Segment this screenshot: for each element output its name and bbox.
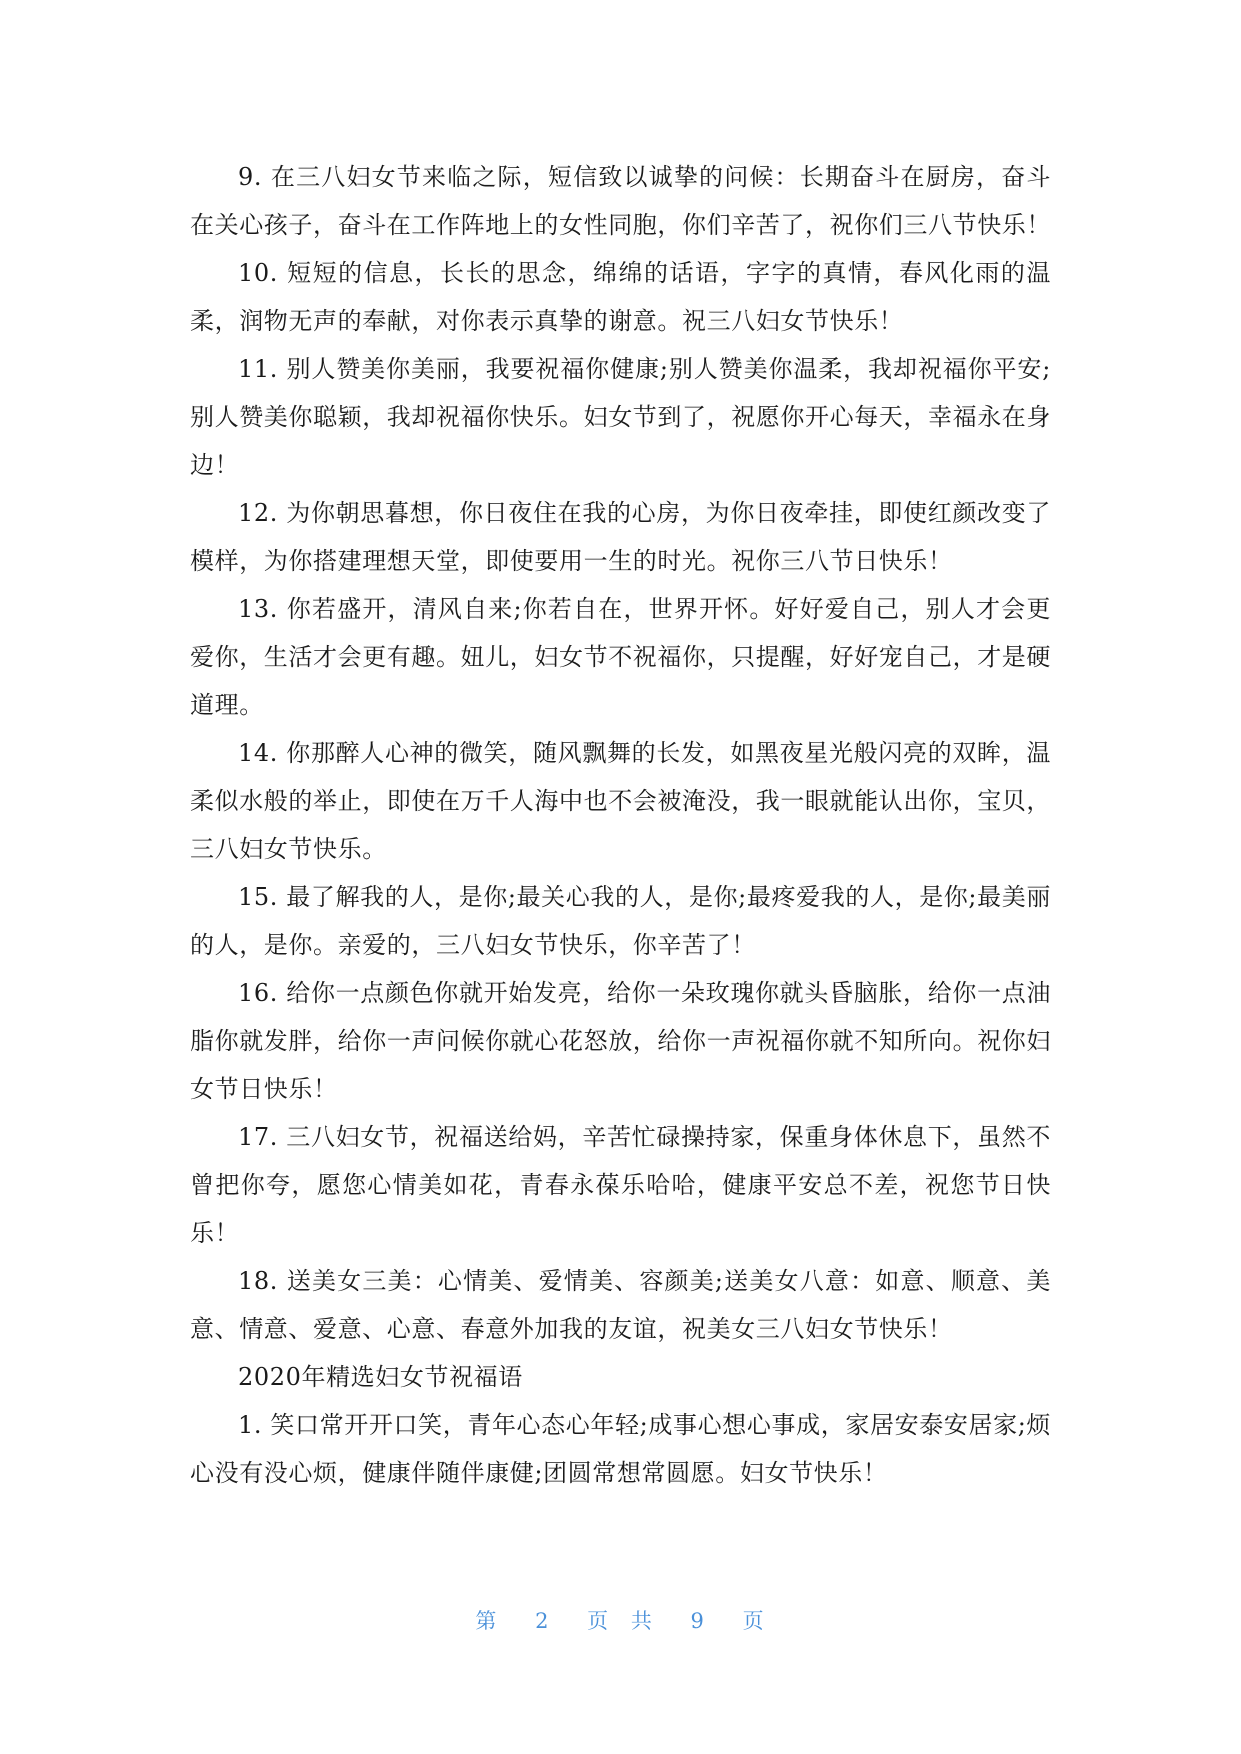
- paragraph-14: 14. 你那醉人心神的微笑，随风飘舞的长发，如黑夜星光般闪亮的双眸，温柔似水般的举止，即使在万千人海中也不会被淹没，我一眼就能认出你，宝贝，三八妇女节快乐。: [190, 739, 1051, 863]
- section-heading: 2020年精选妇女节祝福语: [238, 1363, 523, 1391]
- paragraph-17: 17. 三八妇女节，祝福送给妈，辛苦忙碌操持家，保重身体休息下，虽然不曾把你夸，愿您心情美如花，青春永葆乐哈哈，健康平安总不差，祝您节日快乐！: [190, 1123, 1051, 1247]
- footer-prefix: 第: [475, 1609, 499, 1633]
- paragraph-18: 18. 送美女三美：心情美、爱情美、容颜美;送美女八意：如意、顺意、美意、情意、爱意、心意、春意外加我的友谊，祝美女三八妇女节快乐！: [190, 1267, 1051, 1343]
- document-body: [190, 153, 1051, 1497]
- paragraph-15: 15. 最了解我的人，是你;最关心我的人，是你;最疼爱我的人，是你;最美丽的人，是你。亲爱的，三八妇女节快乐，你辛苦了！: [190, 883, 1051, 959]
- footer-middle: 页 共: [587, 1609, 654, 1633]
- page-number-footer: [0, 1605, 1241, 1635]
- footer-suffix: 页: [742, 1609, 766, 1633]
- paragraph-12: 12. 为你朝思暮想，你日夜住在我的心房，为你日夜牵挂，即使红颜改变了模样，为你搭建理想天堂，即使要用一生的时光。祝你三八节日快乐！: [190, 499, 1051, 575]
- total-page-count: 9: [690, 1609, 706, 1633]
- current-page-number: 2: [535, 1609, 551, 1633]
- paragraph-16: 16. 给你一点颜色你就开始发亮，给你一朵玫瑰你就头昏脑胀，给你一点油脂你就发胖，给你一声问候你就心花怒放，给你一声祝福你就不知所向。祝你妇女节日快乐！: [190, 979, 1051, 1103]
- paragraph-11: 11. 别人赞美你美丽，我要祝福你健康;别人赞美你温柔，我却祝福你平安;别人赞美你聪颖，我却祝福你快乐。妇女节到了，祝愿你开心每天，幸福永在身边！: [190, 355, 1051, 479]
- paragraph-9: 9. 在三八妇女节来临之际，短信致以诚挚的问候：长期奋斗在厨房，奋斗在关心孩子，奋斗在工作阵地上的女性同胞，你们辛苦了，祝你们三八节快乐！: [190, 163, 1051, 239]
- paragraph-1: 1. 笑口常开开口笑，青年心态心年轻;成事心想心事成，家居安泰安居家;烦心没有没心烦，健康伴随伴康健;团圆常想常圆愿。妇女节快乐！: [190, 1411, 1051, 1487]
- paragraph-13: 13. 你若盛开，清风自来;你若自在，世界开怀。好好爱自己，别人才会更爱你，生活才会更有趣。妞儿，妇女节不祝福你，只提醒，好好宠自己，才是硬道理。: [190, 595, 1051, 719]
- paragraph-10: 10. 短短的信息，长长的思念，绵绵的话语，字字的真情，春风化雨的温柔，润物无声的奉献，对你表示真挚的谢意。祝三八妇女节快乐！: [190, 259, 1051, 335]
